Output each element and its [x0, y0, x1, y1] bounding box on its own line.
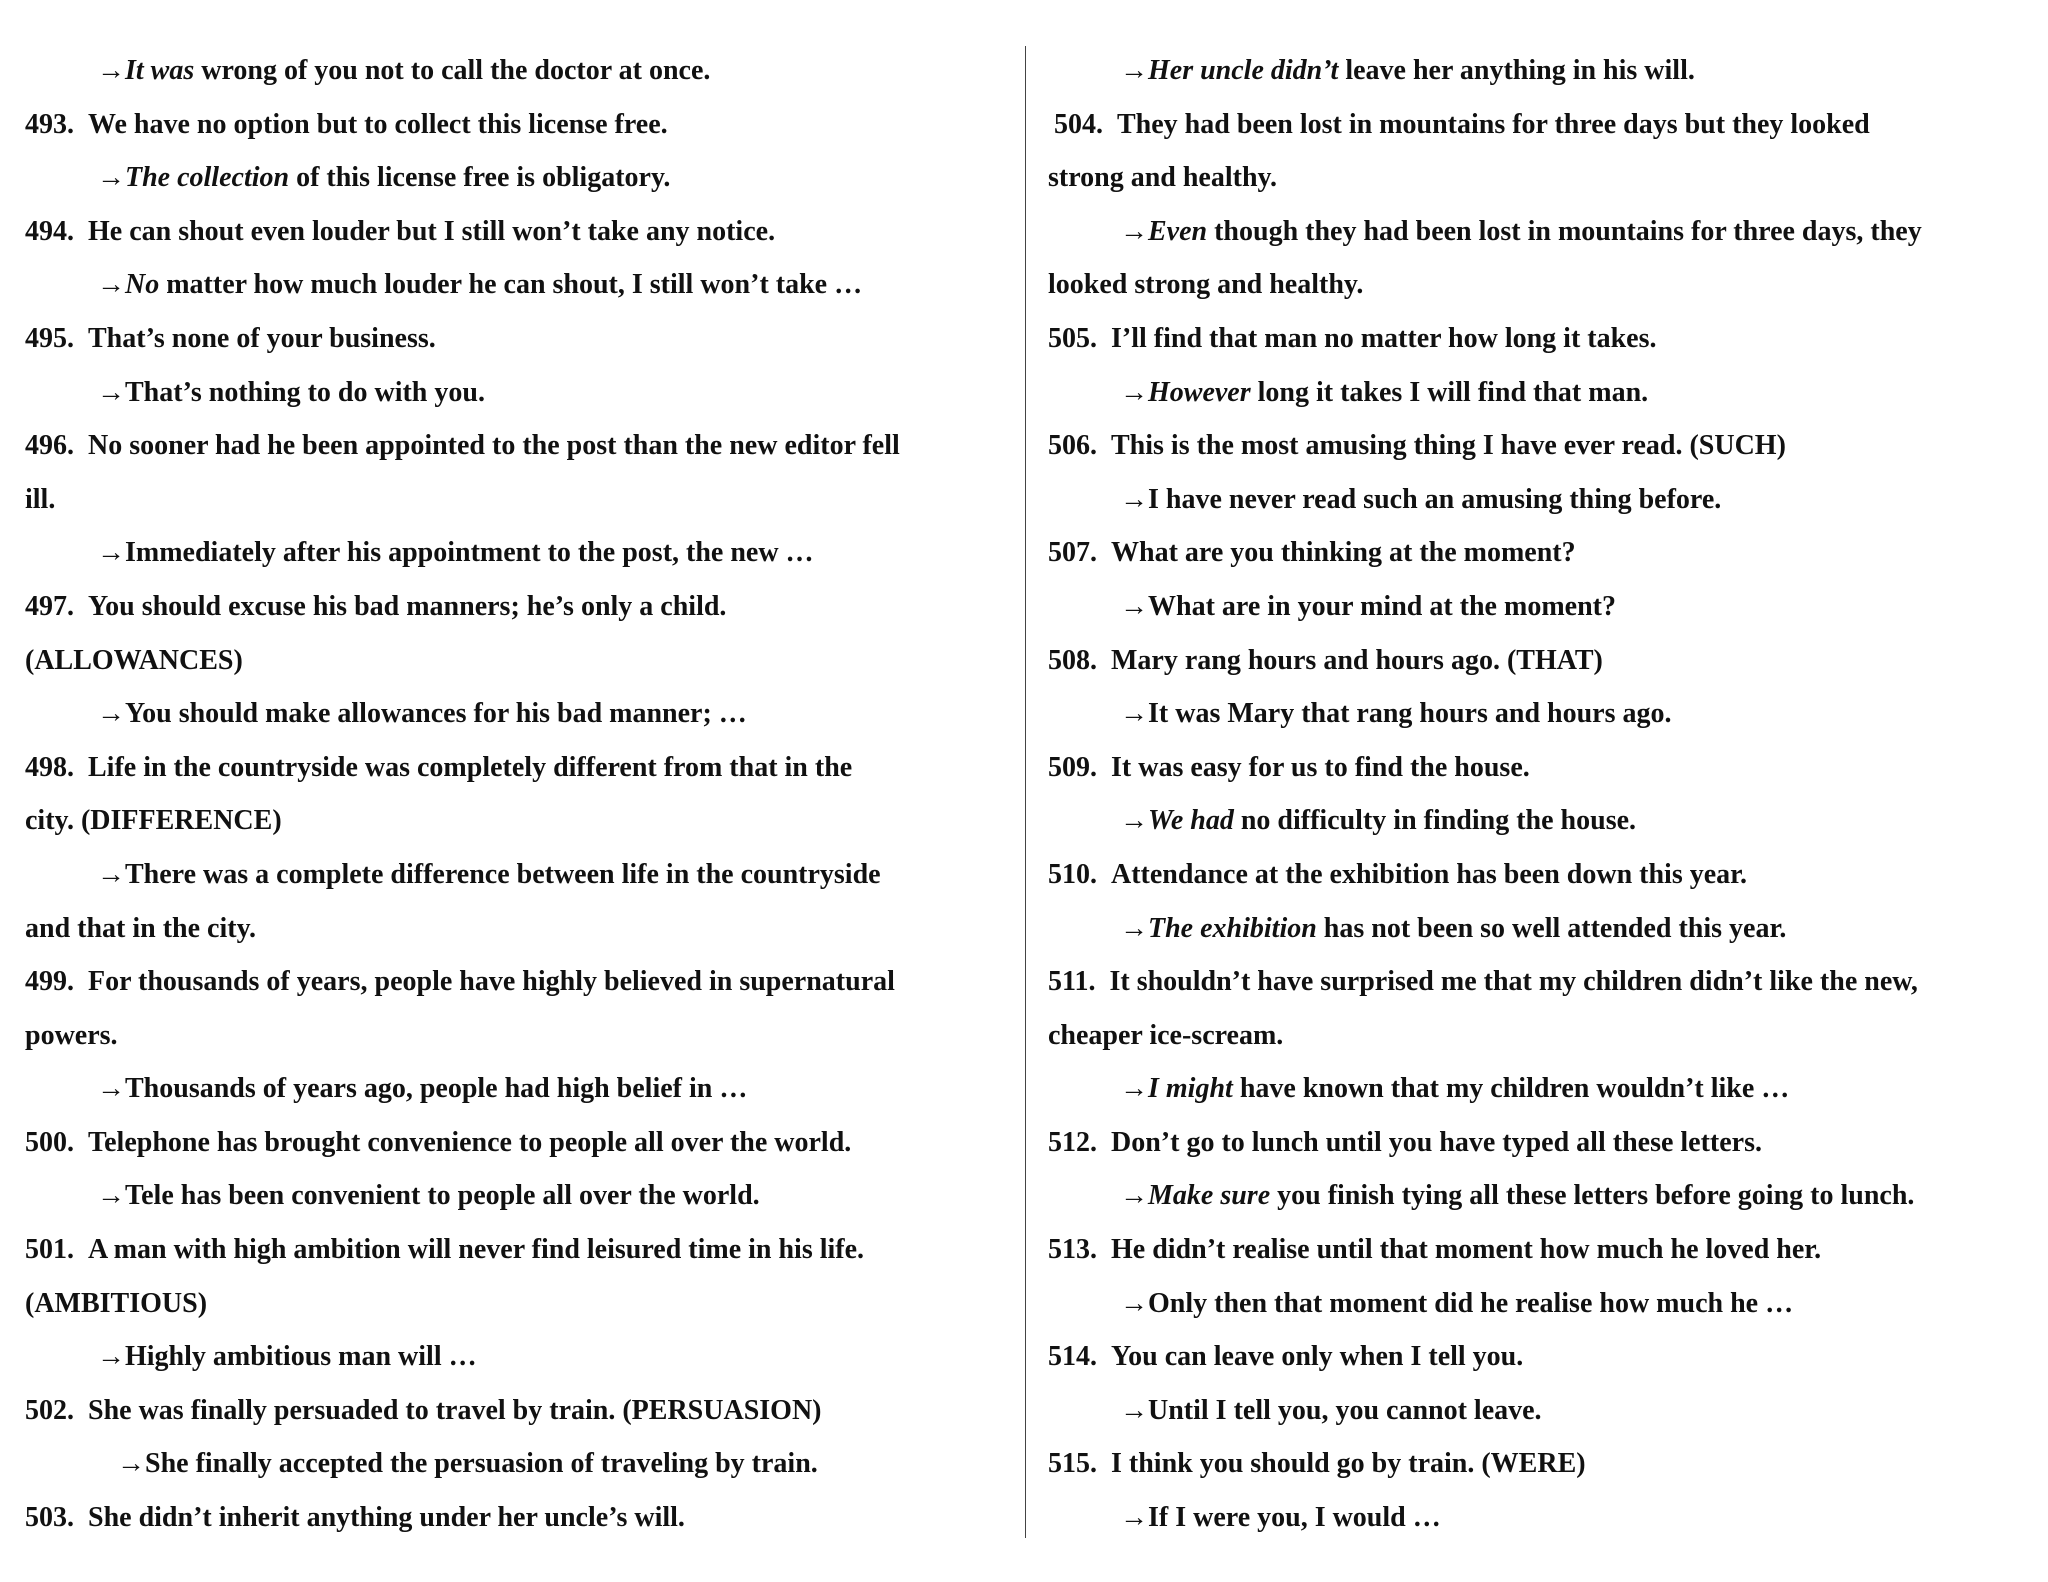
emphasized-text: Make sure [1148, 1180, 1271, 1212]
item-number: 501. [25, 1234, 74, 1266]
text-line [25, 580, 1015, 634]
item-number: 505. [1048, 322, 1097, 354]
text-line [25, 526, 1015, 580]
text-line [25, 312, 1015, 366]
text-line [1048, 205, 2033, 259]
line-text: have known that my children wouldn’t like … [1232, 1073, 1790, 1105]
line-text: though they had been lost in mountains for three days, they [1207, 215, 1922, 247]
item-number: 503. [25, 1502, 74, 1534]
line-text: of this license free is obligatory. [289, 162, 671, 194]
line-text: →It was Mary that rang hours and hours ago. [1120, 698, 1672, 730]
item-number: 511. [1048, 966, 1096, 998]
line-text: →That’s nothing to do with you. [97, 376, 485, 408]
line-text: For thousands of years, people have highly believed in supernatural [88, 966, 895, 998]
text-line [25, 1009, 1015, 1063]
item-number: 498. [25, 751, 74, 783]
item-number: 496. [25, 430, 74, 462]
line-text: you finish tying all these letters before going to lunch. [1270, 1180, 1915, 1212]
text-line [1048, 1009, 2033, 1063]
text-line [1048, 634, 2033, 688]
text-line [1048, 848, 2033, 902]
line-text: city. (DIFFERENCE) [25, 805, 282, 837]
text-line [25, 205, 1015, 259]
line-text: She didn’t inherit anything under her uncle’s will. [88, 1502, 685, 1534]
line-text: (AMBITIOUS) [25, 1287, 208, 1319]
line-text: It was easy for us to find the house. [1111, 751, 1530, 783]
text-line [1048, 98, 2033, 152]
line-text: I think you should go by train. (WERE) [1111, 1448, 1586, 1480]
text-line [25, 902, 1015, 956]
text-line [1048, 1169, 2033, 1223]
text-line [25, 1491, 1015, 1545]
column-divider [1025, 46, 1026, 1538]
right-column [1048, 44, 2033, 1545]
line-text: She was finally persuaded to travel by train. (PERSUASION) [88, 1394, 822, 1426]
line-text: → [1120, 215, 1148, 247]
line-text: → [1120, 805, 1148, 837]
line-text: →Highly ambitious man will … [97, 1341, 477, 1373]
item-number: 497. [25, 590, 74, 622]
line-text: (ALLOWANCES) [25, 644, 243, 676]
line-text: →Only then that moment did he realise how much he … [1120, 1287, 1794, 1319]
line-text: powers. [25, 1019, 118, 1051]
text-line [1048, 687, 2033, 741]
item-number: 509. [1048, 751, 1097, 783]
line-text: leave her anything in his will. [1338, 55, 1695, 86]
text-line [1048, 580, 2033, 634]
line-text: strong and healthy. [1048, 162, 1277, 194]
item-number: 515. [1048, 1448, 1097, 1480]
line-text: has not been so well attended this year. [1316, 912, 1787, 944]
text-line [1048, 151, 2033, 205]
text-line [1048, 473, 2033, 527]
text-line [1048, 312, 2033, 366]
text-line [25, 1223, 1015, 1277]
line-text: I’ll find that man no matter how long it takes. [1111, 322, 1657, 354]
emphasized-text: Even [1148, 215, 1208, 247]
line-text: He can shout even louder but I still won’t take any notice. [88, 215, 776, 247]
emphasized-text: No [125, 269, 160, 301]
text-line [1048, 526, 2033, 580]
line-text: matter how much louder he can shout, I still won’t take … [159, 269, 863, 301]
line-text: What are you thinking at the moment? [1111, 537, 1576, 569]
line-text: They had been lost in mountains for three days but they looked [1117, 108, 1870, 140]
emphasized-text: We had [1148, 805, 1234, 837]
line-text: → [1120, 912, 1148, 944]
line-text: Attendance at the exhibition has been down this year. [1111, 858, 1748, 890]
text-line [25, 687, 1015, 741]
text-line [1048, 1277, 2033, 1331]
text-line [1048, 1330, 2033, 1384]
line-text: A man with high ambition will never find leisured time in his life. [88, 1234, 865, 1266]
line-text: →Until I tell you, you cannot leave. [1120, 1394, 1542, 1426]
line-text: → [97, 162, 125, 194]
text-line [25, 1277, 1015, 1331]
text-line [25, 1437, 1015, 1491]
text-line [25, 1116, 1015, 1170]
emphasized-text: The exhibition [1148, 912, 1317, 944]
text-line [25, 1169, 1015, 1223]
text-line [25, 366, 1015, 420]
text-line [1048, 1223, 2033, 1277]
text-line [25, 258, 1015, 312]
text-line [1048, 1437, 2033, 1491]
line-text: → [97, 269, 125, 301]
text-line [25, 151, 1015, 205]
emphasized-text: Her uncle didn’t [1148, 55, 1339, 86]
emphasized-text: It was [125, 55, 195, 86]
text-line [25, 741, 1015, 795]
text-line [1048, 1384, 2033, 1438]
line-text: →You should make allowances for his bad manner; … [97, 698, 747, 730]
line-text: wrong of you not to call the doctor at once. [194, 55, 711, 86]
line-text: → [1120, 376, 1148, 408]
text-line [1048, 902, 2033, 956]
line-text: →Thousands of years ago, people had high belief in … [97, 1073, 748, 1105]
item-number: 502. [25, 1394, 74, 1426]
text-line [1048, 258, 2033, 312]
line-text: That’s none of your business. [88, 322, 436, 354]
line-text: Life in the countryside was completely different from that in the [88, 751, 853, 783]
line-text: →If I were you, I would … [1120, 1502, 1441, 1534]
line-text: Mary rang hours and hours ago. (THAT) [1111, 644, 1603, 676]
line-text: → [1120, 1180, 1148, 1212]
text-line [25, 1062, 1015, 1116]
line-text: →What are in your mind at the moment? [1120, 590, 1616, 622]
line-text: cheaper ice-scream. [1048, 1019, 1284, 1051]
item-number: 512. [1048, 1126, 1097, 1158]
item-number: 504. [1054, 108, 1103, 140]
line-text: no difficulty in finding the house. [1233, 805, 1637, 837]
text-line [25, 44, 1015, 98]
left-column [25, 44, 1015, 1545]
line-text: →Immediately after his appointment to the post, the new … [97, 537, 814, 569]
line-text: →I have never read such an amusing thing before. [1120, 483, 1722, 515]
item-number: 513. [1048, 1234, 1097, 1266]
item-number: 500. [25, 1126, 74, 1158]
text-line [1048, 1491, 2033, 1545]
item-number: 493. [25, 108, 74, 140]
item-number: 507. [1048, 537, 1097, 569]
text-line [25, 634, 1015, 688]
emphasized-text: However [1148, 376, 1251, 408]
text-line [25, 473, 1015, 527]
text-line [1048, 794, 2033, 848]
line-text: and that in the city. [25, 912, 257, 944]
text-line [25, 794, 1015, 848]
line-text: He didn’t realise until that moment how much he loved her. [1111, 1234, 1822, 1266]
line-text: →There was a complete difference between life in the countryside [97, 858, 881, 890]
text-line [1048, 1062, 2033, 1116]
text-line [25, 848, 1015, 902]
item-number: 494. [25, 215, 74, 247]
line-text: long it takes I will find that man. [1250, 376, 1649, 408]
item-number: 510. [1048, 858, 1097, 890]
line-text: →Tele has been convenient to people all over the world. [97, 1180, 760, 1212]
text-line [1048, 955, 2033, 1009]
line-text: Telephone has brought convenience to people all over the world. [88, 1126, 852, 1158]
line-text: You can leave only when I tell you. [1111, 1341, 1524, 1373]
text-line [25, 419, 1015, 473]
item-number: 508. [1048, 644, 1097, 676]
line-text: looked strong and healthy. [1048, 269, 1364, 301]
line-text: You should excuse his bad manners; he’s only a child. [88, 590, 727, 622]
emphasized-text: The collection [125, 162, 290, 194]
text-line [25, 955, 1015, 1009]
line-text: We have no option but to collect this license free. [88, 108, 668, 140]
text-line [1048, 419, 2033, 473]
line-text: →She finally accepted the persuasion of traveling by train. [117, 1448, 818, 1480]
text-line [1048, 366, 2033, 420]
text-line [25, 98, 1015, 152]
line-text: It shouldn’t have surprised me that my children didn’t like the new, [1109, 966, 1918, 998]
item-number: 499. [25, 966, 74, 998]
line-text: ill. [25, 483, 56, 515]
text-line [1048, 741, 2033, 795]
line-text: → [1120, 1073, 1148, 1105]
text-line [1048, 44, 2033, 98]
text-line [25, 1384, 1015, 1438]
item-number: 514. [1048, 1341, 1097, 1373]
line-text: No sooner had he been appointed to the post than the new editor fell [88, 430, 900, 462]
line-text: Don’t go to lunch until you have typed all these letters. [1111, 1126, 1762, 1158]
text-line [25, 1330, 1015, 1384]
text-line [1048, 1116, 2033, 1170]
item-number: 495. [25, 322, 74, 354]
line-text: → [97, 55, 125, 86]
line-text: → [1120, 55, 1148, 86]
line-text: This is the most amusing thing I have ever read. (SUCH) [1111, 430, 1786, 462]
emphasized-text: I might [1148, 1073, 1233, 1105]
item-number: 506. [1048, 430, 1097, 462]
